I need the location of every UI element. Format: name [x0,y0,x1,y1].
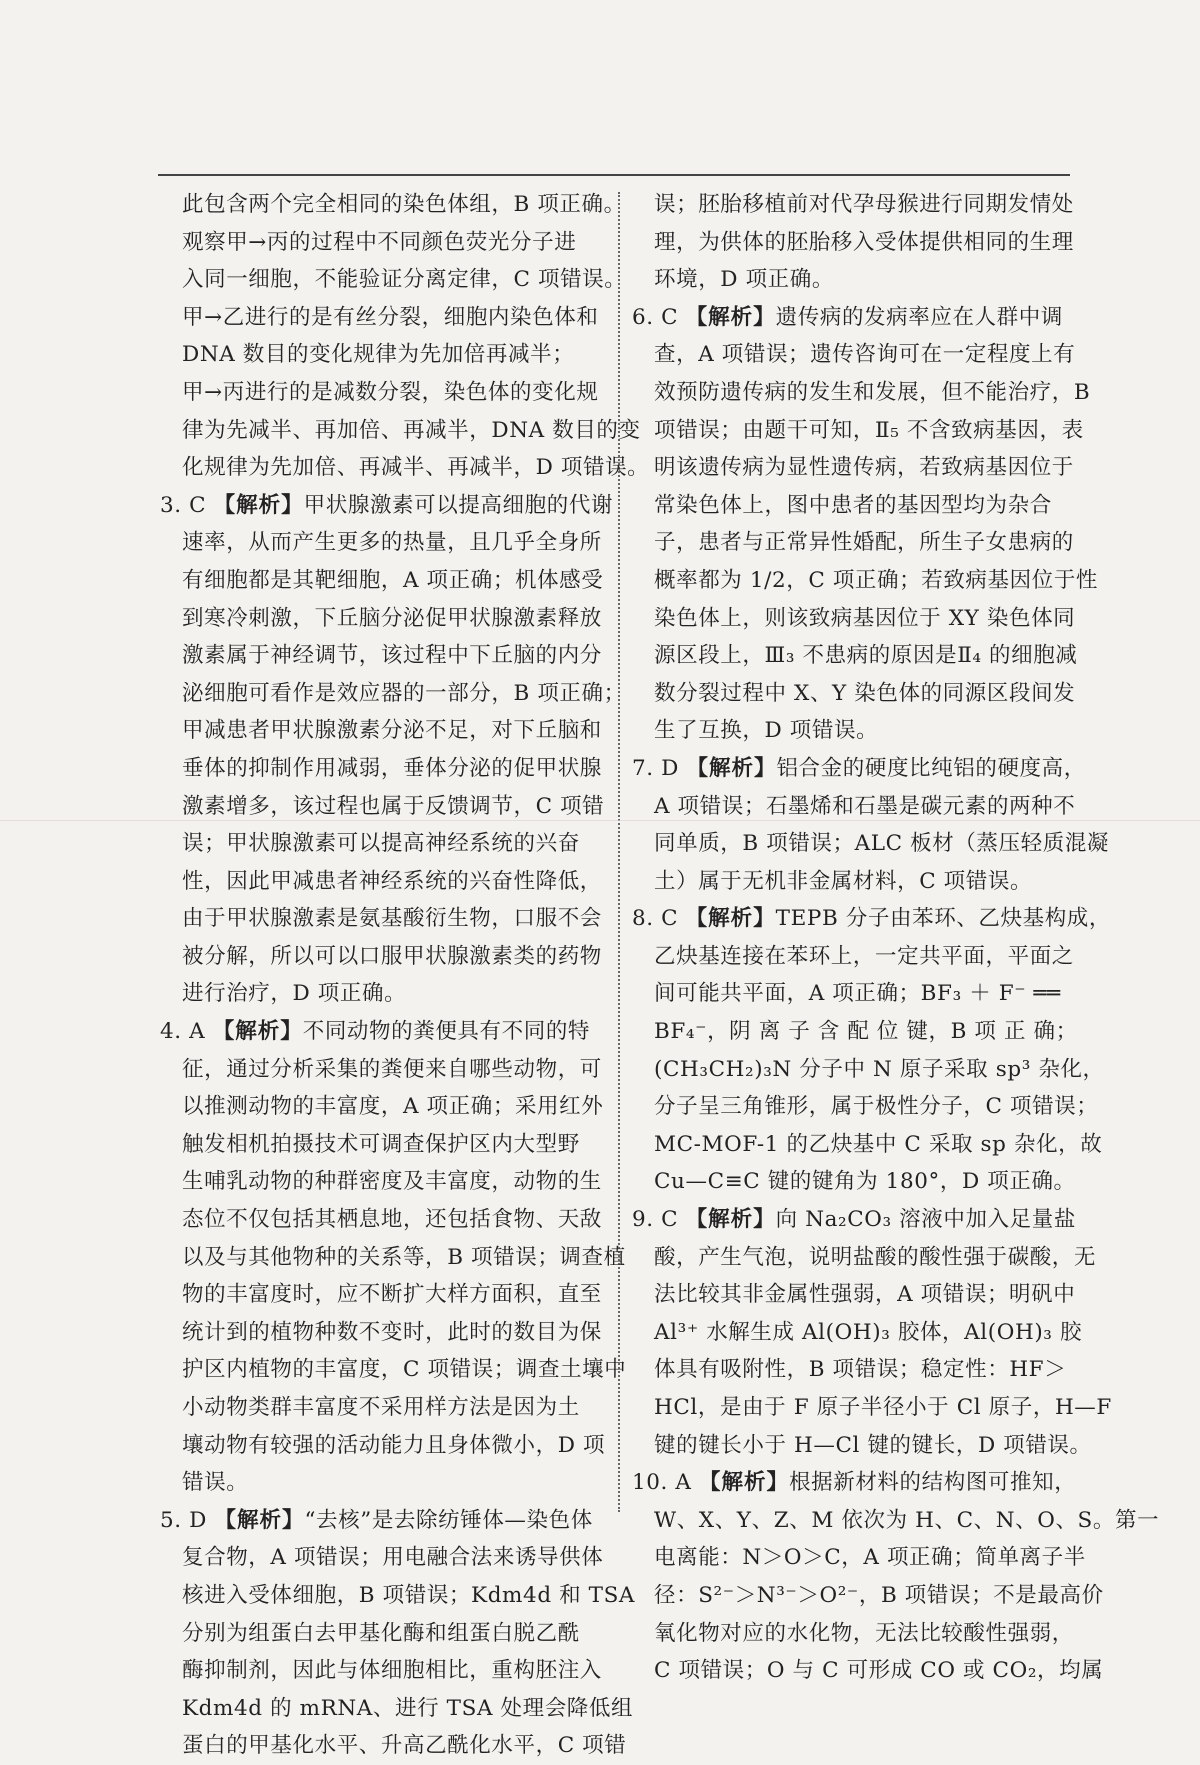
text-line: 蛋白的甲基化水平、升高乙酰化水平，C 项错 [182,1733,627,1759]
text-line: 误；甲状腺激素可以提高神经系统的兴奋 [182,831,580,857]
analysis-tag: 【解析】 [213,492,304,518]
answer-item-3 [160,487,626,1013]
text-line: Al³⁺ 水解生成 Al(OH)₃ 胶体，Al(OH)₃ 胶 [654,1319,1083,1345]
text-line: 泌细胞可看作是效应器的一部分，B 项正确； [182,680,626,706]
answer-number: 8. C [632,906,679,932]
text-line: 源区段上，Ⅲ₃ 不患病的原因是Ⅱ₄ 的细胞减 [654,643,1078,669]
text-line: 小动物类群丰富度不采用样方法是因为土 [182,1395,580,1420]
answer-item-first-line [160,1013,608,1051]
text-line: 酸，产生气泡，说明盐酸的酸性强于碳酸，无 [654,1244,1097,1270]
text-line: 错误。 [182,1470,249,1496]
answer-text: 不同动物的粪便具有不同的特 [302,1019,591,1045]
analysis-tag: 【解析】 [685,906,776,932]
text-line: 染色体上，则该致病基因位于 XY 染色体同 [654,605,1076,631]
text-line: 进行治疗，D 项正确。 [182,981,407,1007]
analysis-tag: 【解析】 [212,1019,303,1045]
text-line: Kdm4d 的 mRNA、进行 TSA 处理会降低组 [182,1695,634,1721]
answer-text: 遗传病的发病率应在人群中调 [775,304,1063,330]
answer-item-first-line [632,299,1072,337]
text-line: (CH₃CH₂)₃N 分子中 N 原子采取 sp³ 杂化， [654,1056,1105,1082]
text-line: 甲减患者甲状腺激素分泌不足，对下丘脑和 [182,718,602,744]
answer-text: 甲状腺激素可以提高细胞的代谢 [303,492,614,518]
answer-text: 铝合金的硬度比纯铝的硬度高， [776,755,1086,781]
answer-item-first-line [632,900,1111,938]
column-divider [618,192,620,1512]
answer-item-first-line [632,750,1086,788]
answer-number: 9. C [632,1207,679,1233]
text-line: 入同一细胞，不能验证分离定律，C 项错误。 [182,267,627,293]
text-line: 键的键长小于 H—Cl 键的键长，D 项错误。 [654,1432,1092,1458]
text-line: 垂体的抑制作用减弱，垂体分泌的促甲状腺 [182,755,602,781]
text-line: 统计到的植物种数不变时，此时的数目为保 [182,1319,602,1345]
text-line: 化规律为先加倍、再减半、再减半，D 项错误。 [182,455,650,481]
answer-text: TEPB 分子由苯环、乙炔基构成， [775,906,1111,932]
text-line: 法比较其非金属性强弱，A 项错误；明矾中 [654,1282,1076,1308]
text-line: 理，为供体的胚胎移入受体提供相同的生理 [654,229,1074,255]
analysis-tag: 【解析】 [685,1207,776,1233]
text-line: 甲→乙进行的是有丝分裂，细胞内染色体和 [182,304,599,330]
text-line: 查，A 项错误；遗传咨询可在一定程度上有 [654,342,1076,368]
text-line: 径：S²⁻＞N³⁻＞O²⁻，B 项错误；不是最高价 [654,1582,1104,1608]
text-line: A 项错误；石墨烯和石墨是碳元素的两种不 [654,793,1076,819]
answer-item-first-line [160,1502,608,1540]
answer-number: 4. A [160,1019,206,1045]
answer-item-6 [632,299,1099,750]
text-line: 甲→丙进行的是减数分裂，染色体的变化规 [182,379,599,405]
text-line: 激素属于神经调节，该过程中下丘脑的内分 [182,643,602,669]
text-line: 到寒冷刺激，下丘脑分泌促甲状腺激素释放 [182,605,602,631]
text-line: 有细胞都是其靶细胞，A 项正确；机体感受 [182,567,604,593]
text-line: DNA 数目的变化规律为先加倍再减半； [182,342,575,368]
text-line: 分别为组蛋白去甲基化酶和组蛋白脱乙酰 [182,1620,580,1646]
answer-item-first-line [160,487,614,525]
text-line: MC-MOF-1 的乙炔基中 C 采取 sp 杂化，故 [654,1131,1103,1157]
left-column [160,186,650,1765]
text-line: 被分解，所以可以口服甲状腺激素类的药物 [182,943,602,969]
analysis-tag: 【解析】 [685,304,776,330]
text-line: 物的丰富度时，应不断扩大样方面积，直至 [182,1282,602,1308]
text-line: 分子呈三角锥形，属于极性分子，C 项错误； [654,1094,1099,1120]
answer-number: 6. C [632,304,679,330]
text-line: 常染色体上，图中患者的基因型均为杂合 [654,492,1052,518]
text-line: HCl，是由于 F 原子半径小于 Cl 原子，H—F [654,1395,1112,1420]
text-line: 以推测动物的丰富度，A 项正确；采用红外 [182,1094,604,1120]
text-line: 护区内植物的丰富度，C 项错误；调查土壤中 [182,1357,627,1383]
answer-number: 10. A [632,1470,692,1496]
text-line: 态位不仅包括其栖息地，还包括食物、天敌 [182,1207,602,1233]
answer-item-7 [632,750,1110,900]
answer-number: 5. D [160,1507,207,1533]
text-line: 触发相机拍摄技术可调查保护区内大型野 [182,1131,580,1157]
text-line: 子，患者与正常异性婚配，所生子女患病的 [654,530,1074,556]
answer-number: 7. D [632,755,679,781]
answer-item-10 [632,1464,1160,1690]
text-line: 此包含两个完全相同的染色体组，B 项正确。 [182,192,626,217]
text-line: W、X、Y、Z、M 依次为 H、C、N、O、S。第一 [654,1507,1160,1533]
text-line: 速率，从而产生更多的热量，且几乎全身所 [182,530,602,556]
text-line: 生哺乳动物的种群密度及丰富度，动物的生 [182,1169,602,1195]
answer-text: 根据新材料的结构图可推知， [789,1470,1077,1496]
text-line: 同单质，B 项错误；ALC 板材（蒸压轻质混凝 [654,831,1110,857]
answer-item-4 [160,1013,627,1502]
text-line: 由于甲状腺激素是氨基酸衍生物，口服不会 [182,906,602,932]
text-line: 复合物，A 项错误；用电融合法来诱导供体 [182,1545,604,1571]
answer-number: 3. C [160,492,207,518]
right-column [632,186,1160,1690]
text-line: 项错误；由题干可知，Ⅱ₅ 不含致病基因，表 [654,417,1084,443]
text-line: 乙炔基连接在苯环上，一定共平面，平面之 [654,943,1074,969]
text-line: 环境，D 项正确。 [654,267,834,293]
text-line: 核进入受体细胞，B 项错误；Kdm4d 和 TSA [182,1582,636,1608]
analysis-tag: 【解析】 [699,1470,790,1496]
answer-text: 向 Na₂CO₃ 溶液中加入足量盐 [775,1207,1076,1233]
text-line: 以及与其他物种的关系等，B 项错误；调查植 [182,1244,626,1270]
text-line: 律为先减半、再加倍、再减半，DNA 数目的变 [182,417,641,443]
answer-item-first-line [632,1464,1077,1502]
header-rule [158,174,1070,176]
text-line: 误；胚胎移植前对代孕母猴进行同期发情处 [654,192,1074,217]
answer-item-9 [632,1201,1112,1464]
text-line: 数分裂过程中 X、Y 染色体的同源区段间发 [654,680,1076,706]
text-line: 观察甲→丙的过程中不同颜色荧光分子进 [182,229,577,255]
answer-text: “去核”是去除纺锤体—染色体 [304,1507,593,1533]
text-line: Cu—C≡C 键的键角为 180°，D 项正确。 [654,1169,1076,1195]
analysis-tag: 【解析】 [214,1507,305,1533]
answer-item-first-line [632,1201,1076,1239]
text-line: 效预防遗传病的发生和发展，但不能治疗，B [654,379,1091,405]
text-line: 土）属于无机非金属材料，C 项错误。 [654,868,1033,894]
text-line: 电离能：N＞O＞C，A 项正确；简单离子半 [654,1545,1086,1571]
text-line: 激素增多，该过程也属于反馈调节，C 项错 [182,793,605,819]
text-line: 征，通过分析采集的粪便来自哪些动物，可 [182,1056,602,1082]
text-line: 概率都为 1/2，C 项正确；若致病基因位于性 [654,567,1099,593]
text-line: C 项错误；O 与 C 可形成 CO 或 CO₂，均属 [654,1658,1104,1684]
text-line: 酶抑制剂，因此与体细胞相比，重构胚注入 [182,1658,602,1684]
text-line: 体具有吸附性，B 项错误；稳定性：HF＞ [654,1357,1067,1383]
text-line: 生了互换，D 项错误。 [654,718,879,744]
text-line: BF₄⁻，阴 离 子 含 配 位 键，B 项 正 确； [654,1019,1078,1045]
analysis-tag: 【解析】 [686,755,777,781]
answer-item-8 [632,900,1111,1201]
text-line: 壤动物有较强的活动能力且身体微小，D 项 [182,1432,606,1458]
text-line: 明该遗传病为显性遗传病，若致病基因位于 [654,455,1074,481]
text-line: 间可能共平面，A 项正确；BF₃ ＋ F⁻ ══ [654,981,1061,1007]
text-line: 氧化物对应的水化物，无法比较酸性强弱， [654,1620,1074,1646]
text-line: 性，因此甲减患者神经系统的兴奋性降低， [182,868,602,894]
answer-item-5 [160,1502,636,1765]
